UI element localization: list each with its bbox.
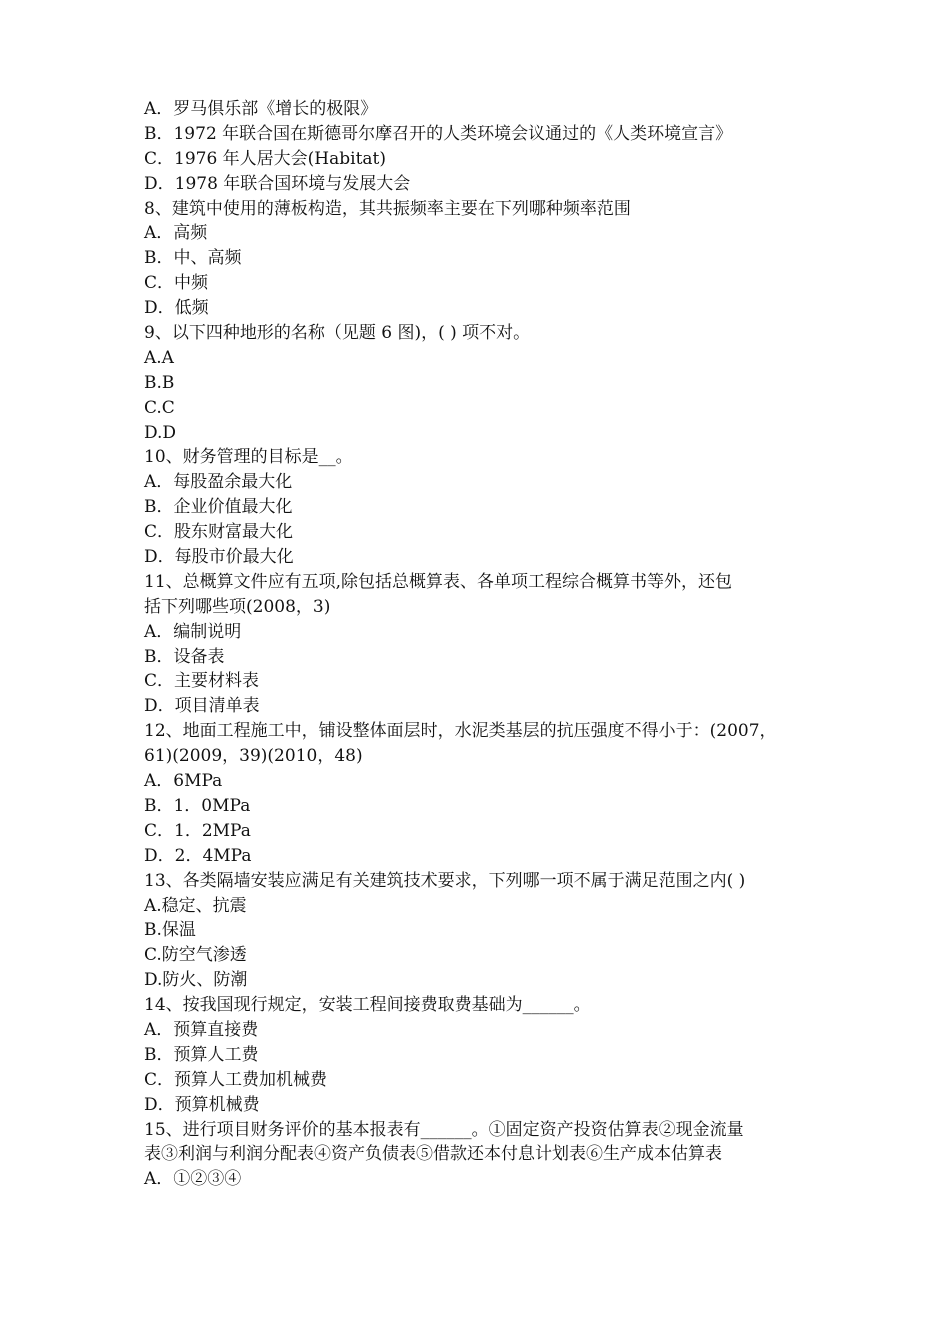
question-line: 61)(2009，39)(2010，48) [144, 746, 363, 767]
option-line: B.B [144, 372, 175, 393]
option-line: C．预算人工费加机械费 [144, 1069, 328, 1090]
option-line: C．1976 年人居大会(Habitat) [144, 148, 387, 169]
option-line: B．预算人工费 [144, 1044, 259, 1065]
option-line: A．6MPa [144, 771, 223, 792]
option-line: D.防火、防潮 [144, 970, 248, 991]
question-line: 10、财务管理的目标是__。 [144, 447, 353, 468]
option-line: D．低频 [144, 298, 209, 319]
option-line: A．每股盈余最大化 [144, 472, 293, 493]
question-line: 15、进行项目财务评价的基本报表有______。①固定资产投资估算表②现金流量 [144, 1119, 744, 1140]
option-line: A.A [144, 347, 174, 368]
option-line: B．1．0MPa [144, 795, 251, 816]
question-line: 14、按我国现行规定，安装工程间接费取费基础为______。 [144, 995, 591, 1016]
document-page [144, 97, 814, 1192]
option-line: D．项目清单表 [144, 696, 260, 717]
option-line: D．1978 年联合国环境与发展大会 [144, 173, 411, 194]
option-line: D.D [144, 422, 177, 443]
option-line: A．高频 [144, 223, 208, 244]
option-line: B．设备表 [144, 646, 225, 667]
option-line: C．中频 [144, 273, 209, 294]
option-line: A．预算直接费 [144, 1019, 259, 1040]
option-line: A.稳定、抗震 [144, 895, 247, 916]
option-line: C．主要材料表 [144, 671, 260, 692]
option-line: A．罗马俱乐部《增长的极限》 [144, 99, 378, 119]
question-line: 括下列哪些项(2008，3) [144, 596, 331, 617]
question-line: 9、以下四种地形的名称（见题 6 图)，( ) 项不对。 [144, 323, 531, 344]
question-line: 8、建筑中使用的薄板构造，其共振频率主要在下列哪种频率范围 [144, 198, 631, 219]
question-line: 表③利润与利润分配表④资产负债表⑤借款还本付息计划表⑥生产成本估算表 [144, 1144, 722, 1165]
option-line: D．预算机械费 [144, 1094, 260, 1115]
option-line: C．1．2MPa [144, 820, 251, 841]
option-line: C.C [144, 397, 175, 418]
option-line: B．企业价值最大化 [144, 497, 293, 518]
option-line: D．2．4MPa [144, 845, 252, 866]
option-line: C.防空气渗透 [144, 945, 247, 966]
option-line: A．编制说明 [144, 621, 242, 642]
question-line: 11、总概算文件应有五项,除包括总概算表、各单项工程综合概算书等外，还包 [144, 571, 733, 592]
option-line: B．1972 年联合国在斯德哥尔摩召开的人类环境会议通过的《人类环境宣言》 [144, 123, 733, 144]
option-line: D．每股市价最大化 [144, 547, 294, 568]
option-line: B.保温 [144, 920, 196, 941]
question-line: 13、各类隔墙安装应满足有关建筑技术要求，下列哪一项不属于满足范围之内( ) [144, 870, 746, 891]
question-line: 12、地面工程施工中，铺设整体面层时，水泥类基层的抗压强度不得小于：(2007， [144, 721, 777, 742]
option-line: C．股东财富最大化 [144, 522, 294, 543]
option-line: B．中、高频 [144, 248, 242, 269]
option-line: A．①②③④ [144, 1169, 242, 1190]
